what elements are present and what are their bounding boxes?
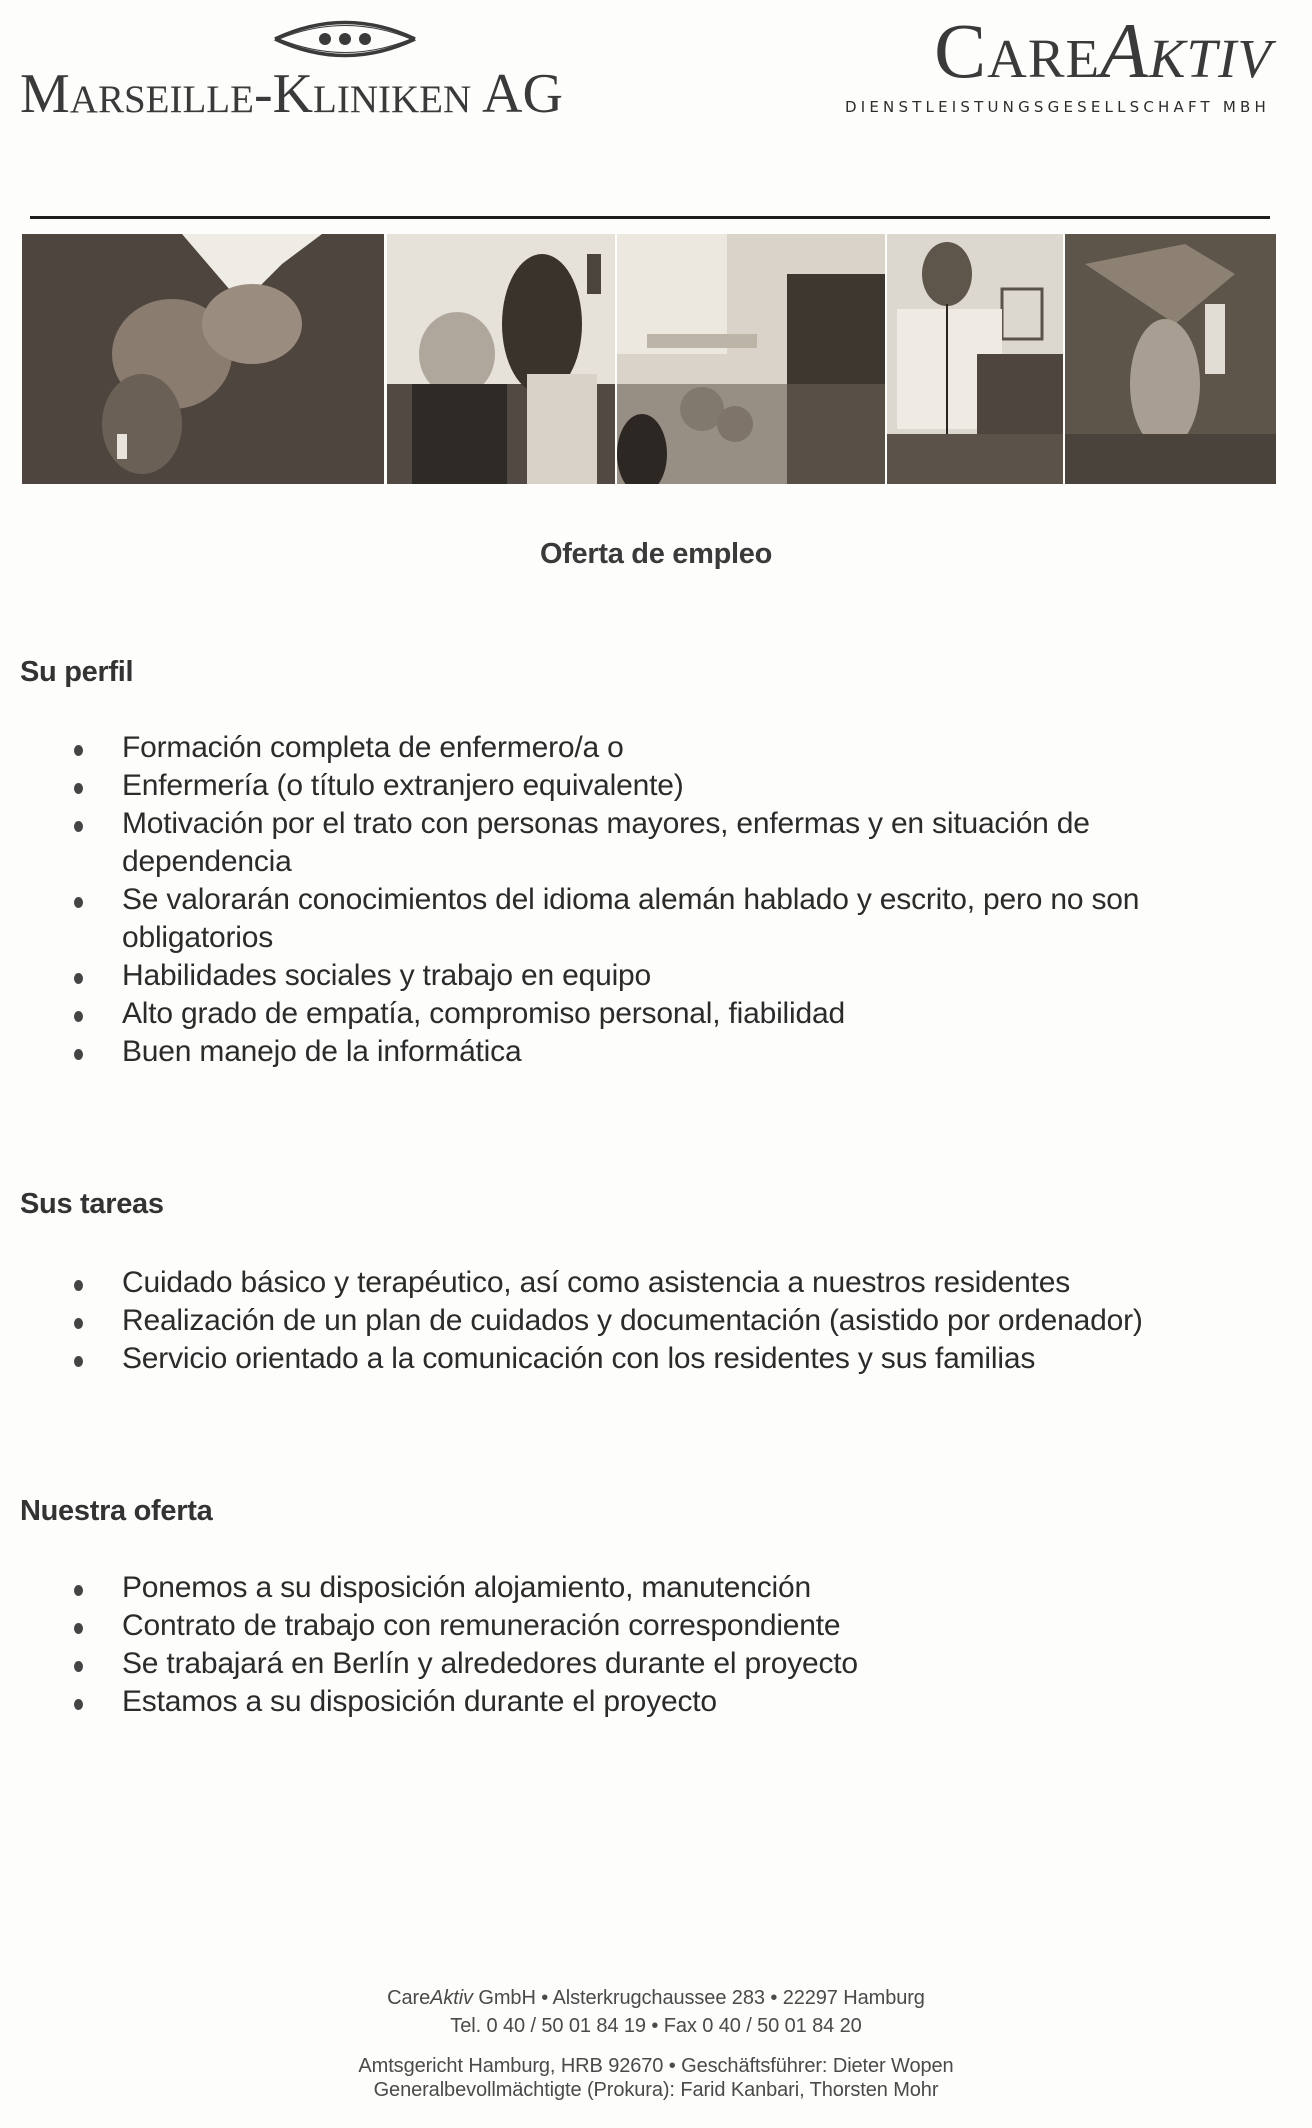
list-item bbox=[0, 1645, 1312, 1683]
bullet-icon bbox=[74, 821, 83, 832]
list-item-text: Contrato de trabajo con remuneración correspondiente bbox=[122, 1609, 841, 1642]
bullet-icon bbox=[74, 745, 83, 756]
list-item bbox=[0, 1569, 1312, 1607]
list-item-text: Se valorarán conocimientos del idioma alemán hablado y escrito, pero no son obligatorios bbox=[122, 883, 1140, 954]
list-item bbox=[0, 957, 1312, 995]
header-divider bbox=[30, 216, 1270, 219]
photo-hand-on-shoulder bbox=[1065, 234, 1276, 484]
bullet-icon bbox=[74, 1699, 83, 1710]
careaktiv-subtitle: DIENSTLEISTUNGSGESELLSCHAFT MBH bbox=[845, 98, 1270, 116]
careaktiv-wordmark bbox=[934, 7, 1272, 94]
list-item-text: Realización de un plan de cuidados y documentación (asistido por ordenador) bbox=[122, 1304, 1143, 1337]
list-item-text: Formación completa de enfermero/a o bbox=[122, 731, 624, 764]
bullet-icon bbox=[74, 1661, 83, 1672]
footer-company-prefix: Care bbox=[387, 1987, 431, 2009]
footer-address bbox=[0, 1987, 1312, 2010]
footer-address-text: GmbH • Alsterkrugchaussee 283 • 22297 Hamburg bbox=[472, 1987, 925, 2009]
document-title: Oferta de empleo bbox=[539, 538, 773, 570]
bullet-icon bbox=[74, 897, 83, 908]
footer-phone: Tel. 0 40 / 50 01 84 19 • Fax 0 40 / 50 01 84 20 bbox=[450, 2015, 862, 2037]
list-item-text: Enfermería (o título extranjero equivalente) bbox=[122, 769, 684, 802]
list-item bbox=[0, 729, 1312, 767]
list-item-text: Ponemos a su disposición alojamiento, manutención bbox=[122, 1571, 811, 1604]
list-item-text: Servicio orientado a la comunicación con los residentes y sus familias bbox=[122, 1342, 1036, 1375]
list-item-text: Estamos a su disposición durante el proyecto bbox=[122, 1685, 717, 1718]
nuestra-oferta-list bbox=[0, 1569, 1312, 1721]
list-item bbox=[0, 1302, 1312, 1340]
list-item-text: Motivación por el trato con personas mayores, enfermas y en situación de dependencia bbox=[122, 807, 1090, 878]
bullet-icon bbox=[74, 783, 83, 794]
list-item bbox=[0, 767, 1312, 805]
list-item-text: Alto grado de empatía, compromiso personal, fiabilidad bbox=[122, 997, 845, 1030]
marseille-kliniken-logo bbox=[18, 8, 678, 123]
list-item bbox=[0, 881, 1312, 957]
careaktiv-wordmark-part2: Aktiv bbox=[1100, 7, 1272, 94]
bullet-icon bbox=[74, 1356, 83, 1367]
bullet-icon bbox=[74, 1318, 83, 1329]
list-item bbox=[0, 1264, 1312, 1302]
list-item bbox=[0, 995, 1312, 1033]
bullet-icon bbox=[74, 1049, 83, 1060]
photo-caregiver-elderly-man bbox=[387, 234, 615, 484]
careaktiv-wordmark-part1: Care bbox=[934, 7, 1101, 94]
eye-logo-icon bbox=[273, 14, 417, 64]
marseille-kliniken-wordmark: Marseille-Kliniken AG bbox=[20, 63, 563, 125]
list-item bbox=[0, 1033, 1312, 1071]
list-item-text: Buen manejo de la informática bbox=[122, 1035, 522, 1068]
list-item-text: Habilidades sociales y trabajo en equipo bbox=[122, 959, 652, 992]
footer-company-italic: Aktiv bbox=[430, 1987, 473, 2009]
bullet-icon bbox=[74, 1623, 83, 1634]
bullet-icon bbox=[74, 973, 83, 984]
bullet-icon bbox=[74, 1011, 83, 1022]
bullet-icon bbox=[74, 1280, 83, 1291]
section-heading-su-perfil: Su perfil bbox=[20, 656, 134, 688]
photo-strip bbox=[22, 234, 1276, 484]
section-heading-sus-tareas: Sus tareas bbox=[20, 1188, 164, 1220]
careaktiv-logo bbox=[840, 8, 1280, 123]
bullet-icon bbox=[74, 1585, 83, 1596]
photo-therapy-activity bbox=[617, 234, 885, 484]
section-heading-nuestra-oferta: Nuestra oferta bbox=[20, 1495, 213, 1527]
list-item bbox=[0, 1340, 1312, 1378]
photo-nurse-stethoscope bbox=[887, 234, 1063, 484]
list-item-text: Cuidado básico y terapéutico, así como asistencia a nuestros residentes bbox=[122, 1266, 1070, 1299]
sus-tareas-list bbox=[0, 1264, 1312, 1378]
photo-hands bbox=[22, 234, 384, 484]
list-item bbox=[0, 1683, 1312, 1721]
list-item bbox=[0, 1607, 1312, 1645]
list-item bbox=[0, 805, 1312, 881]
footer-register: Amtsgericht Hamburg, HRB 92670 • Geschäftsführer: Dieter Wopen bbox=[358, 2055, 954, 2077]
list-item-text: Se trabajará en Berlín y alrededores durante el proyecto bbox=[122, 1647, 858, 1680]
footer-prokura: Generalbevollmächtigte (Prokura): Farid Kanbari, Thorsten Mohr bbox=[373, 2079, 939, 2101]
su-perfil-list bbox=[0, 729, 1312, 1071]
